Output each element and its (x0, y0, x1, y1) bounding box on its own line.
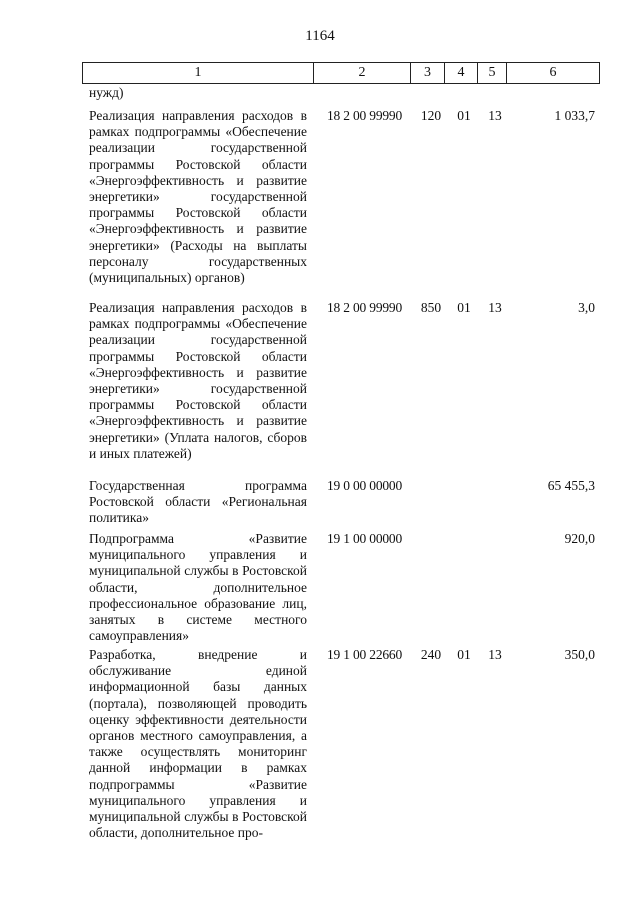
row-expense-type: 850 (420, 300, 442, 315)
row-amount: 65 455,3 (547, 478, 595, 493)
column-header-6: 6 (506, 63, 599, 83)
table-column-header (82, 62, 600, 84)
row-expense-type: 240 (420, 647, 442, 662)
row-target-code: 18 2 00 99990 (327, 300, 403, 315)
row-description: Реализация направления расходов в рамках подпрограммы «Обеспечение реализации государственной программы Ростовской области «Энергоэффективность и развитие энергетики» государственной программы Ростовской области «Энергоэффективность и развитие энергетики» (Расходы на выплаты персоналу государственных (муниципальных) органов) (89, 108, 307, 286)
continued-text: нужд) (89, 85, 124, 100)
row-subsection: 13 (488, 647, 502, 662)
column-header-2: 2 (313, 63, 410, 83)
column-header-4: 4 (444, 63, 477, 83)
row-amount: 920,0 (564, 531, 595, 546)
row-target-code: 18 2 00 99990 (327, 108, 403, 123)
row-target-code: 19 1 00 22660 (327, 647, 403, 662)
row-target-code: 19 1 00 00000 (327, 531, 403, 546)
row-amount: 1 033,7 (554, 108, 595, 123)
row-amount: 3,0 (578, 300, 595, 315)
row-expense-type: 120 (420, 108, 442, 123)
row-section: 01 (457, 108, 471, 123)
row-subsection: 13 (488, 108, 502, 123)
row-description: Подпрограмма «Развитие муниципального управления и муниципальной службы в Ростовской области, дополнительное профессиональное образование лиц, занятых в системе местного самоуправления» (89, 531, 307, 644)
row-amount: 350,0 (564, 647, 595, 662)
row-description: Государственная программа Ростовской области «Региональная политика» (89, 478, 307, 526)
column-header-5: 5 (477, 63, 506, 83)
row-subsection: 13 (488, 300, 502, 315)
row-description: Разработка, внедрение и обслуживание единой информационной базы данных (портала), позволяющей проводить оценку эффективности деятельности органов местного самоуправления, а также осуществлять мониторинг данной информации в рамках подпрограммы «Развитие муниципального управления и муниципальной службы в Ростовской области, дополнительное про- (89, 647, 307, 841)
row-section: 01 (457, 647, 471, 662)
row-section: 01 (457, 300, 471, 315)
row-description: Реализация направления расходов в рамках подпрограммы «Обеспечение реализации государственной программы Ростовской области «Энергоэффективность и развитие энергетики» государственной программы Ростовской области «Энергоэффективность и развитие энергетики» (Уплата налогов, сборов и иных платежей) (89, 300, 307, 461)
page-number: 1164 (305, 28, 335, 44)
column-header-1: 1 (194, 65, 202, 80)
column-header-3: 3 (410, 63, 444, 83)
row-target-code: 19 0 00 00000 (327, 478, 403, 493)
